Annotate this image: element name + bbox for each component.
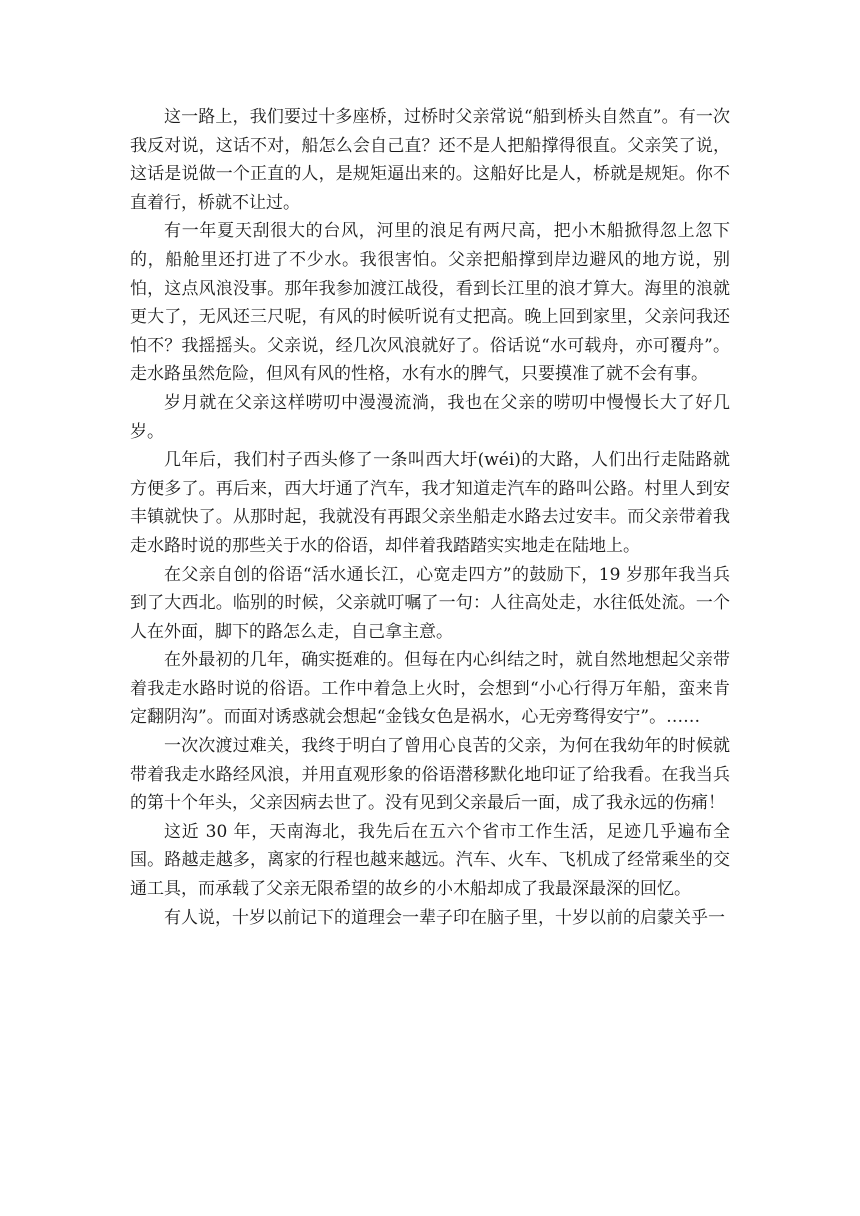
paragraph-years-flow: 岁月就在父亲这样唠叨中漫漫流淌，我也在父亲的唠叨中慢慢长大了好几岁。 bbox=[130, 392, 730, 442]
paragraph-early-years: 在外最初的几年，确实挺难的。但每在内心纠结之时，就自然地想起父亲带着我走水路时说的俗语。工作中着急上火时，会想到“小心行得万年船，蛮来肯定翻阴沟”。而面对诱惑就会想起“金钱女色是祸水，心无旁骛得安宁”。…… bbox=[130, 650, 730, 728]
paragraph-thirty-years: 这近 30 年，天南海北，我先后在五六个省市工作生活，足迹几乎遍布全国。路越走越多，离家的行程也越来越远。汽车、火车、飞机成了经常乘坐的交通工具，而承载了父亲无限希望的故乡的小木船却成了我最深最深的回忆。 bbox=[130, 821, 730, 900]
paragraph-hardships: 一次次渡过难关，我终于明白了曾用心良苦的父亲，为何在我幼年的时候就带着我走水路经风浪，并用直观形象的俗语潜移默化地印证了给我看。在我当兵的第十个年头，父亲因病去世了。没有见到父亲最后一面，成了我永远的伤痛！ bbox=[130, 736, 730, 814]
paragraph-new-road: 几年后，我们村子西头修了一条叫西大圩(wéi)的大路，人们出行走陆路就方便多了。再后来，西大圩通了汽车，我才知道走汽车的路叫公路。村里人到安丰镇就快了。从那时起，我就没有再跟父亲坐船走水路去过安丰。而父亲带着我走水路时说的那些关于水的俗语，却伴着我踏踏实实地走在陆地上。 bbox=[130, 450, 730, 556]
article-body bbox=[130, 103, 730, 932]
paragraph-childhood-lessons: 有人说，十岁以前记下的道理会一辈子印在脑子里，十岁以前的启蒙关乎一 bbox=[164, 907, 725, 928]
paragraph-typhoon: 有一年夏天刮很大的台风，河里的浪足有两尺高，把小木船掀得忽上忽下的，船舱里还打进了不少水。我很害怕。父亲把船撑到岸边避风的地方说，别怕，这点风浪没事。那年我参加渡江战役，看到长江里的浪才算大。海里的浪就更大了，无风还三尺呢，有风的时候听说有丈把高。晚上回到家里，父亲问我还怕不？我摇摇头。父亲说，经几次风浪就好了。俗话说“水可载舟，亦可覆舟”。走水路虽然危险，但风有风的性格，水有水的脾气，只要摸准了就不会有事。 bbox=[130, 221, 730, 385]
paragraph-enlistment: 在父亲自创的俗语“活水通长江，心宽走四方”的鼓励下，19 岁那年我当兵到了大西北。临别的时候，父亲就叮嘱了一句：人往高处走，水往低处流。一个人在外面，脚下的路怎么走，自己拿主意。 bbox=[130, 564, 730, 642]
paragraph-bridges: 这一路上，我们要过十多座桥，过桥时父亲常说“船到桥头自然直”。有一次我反对说，这话不对，船怎么会自己直？还不是人把船撑得很直。父亲笑了说，这话是说做一个正直的人，是规矩逼出来的。这船好比是人，桥就是规矩。你不直着行，桥就不让过。 bbox=[130, 107, 730, 213]
